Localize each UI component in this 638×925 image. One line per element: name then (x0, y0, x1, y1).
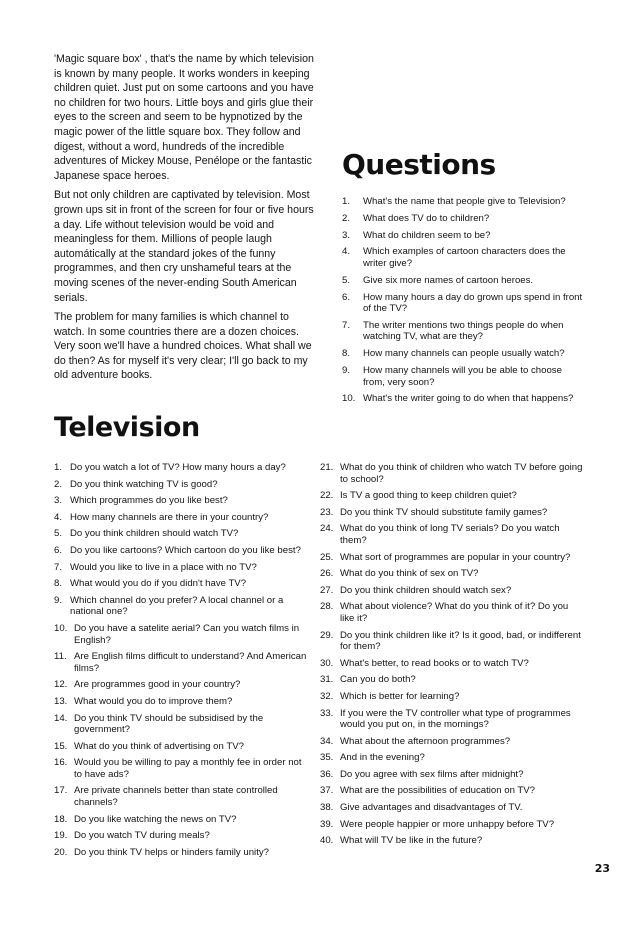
question-text: How many channels will you be able to choose from, very soon? (363, 365, 562, 388)
question-number: 35. (320, 752, 334, 764)
question-item (54, 847, 310, 859)
question-number: 9. (54, 594, 63, 606)
question-item (342, 393, 586, 405)
question-text: What would you do to improve them? (74, 695, 233, 707)
question-item (320, 552, 584, 564)
question-item (54, 696, 310, 708)
question-item (54, 785, 310, 808)
television-questions-column-1 (54, 462, 310, 863)
question-text: What do children seem to be? (363, 229, 491, 241)
question-text: Can you do both? (340, 674, 416, 686)
question-number: 15. (54, 740, 68, 752)
question-number: 10. (342, 393, 356, 405)
question-item (320, 630, 584, 653)
question-text: Do you have a satelite aerial? Can you watch films in English? (74, 622, 300, 646)
question-text: What do you think of sex on TV? (340, 568, 479, 580)
question-number: 36. (320, 768, 334, 780)
question-number: 13. (54, 695, 68, 707)
question-number: 32. (320, 690, 334, 702)
question-number: 40. (320, 835, 334, 847)
question-item (54, 578, 310, 590)
question-text: What will TV be like in the future? (340, 835, 483, 847)
question-item (342, 196, 586, 208)
question-number: 34. (320, 735, 334, 747)
question-item (320, 523, 584, 546)
question-number: 4. (342, 246, 351, 258)
question-text: Do you like cartoons? Which cartoon do you like best? (70, 544, 301, 556)
question-item (320, 507, 584, 519)
question-text: What sort of programmes are popular in your country? (340, 551, 571, 563)
question-text: Do you watch TV during meals? (74, 830, 210, 842)
question-number: 12. (54, 679, 68, 691)
question-text: Which is better for learning? (340, 690, 460, 702)
question-number: 7. (342, 319, 351, 331)
question-text: Is TV a good thing to keep children quiet? (340, 490, 517, 502)
question-number: 3. (342, 229, 351, 241)
question-item (54, 814, 310, 826)
question-item (342, 246, 586, 269)
question-text: What would you do if you didn't have TV? (70, 578, 247, 590)
question-number: 19. (54, 830, 68, 842)
question-item (342, 365, 586, 388)
question-number: 6. (342, 291, 351, 303)
question-item (320, 785, 584, 797)
question-text: What do you think of advertising on TV? (74, 740, 244, 752)
question-text: Do you think children like it? Is it good, bad, or indifferent for them? (340, 629, 581, 653)
question-number: 21. (320, 462, 334, 473)
question-text: What's the name that people give to Television? (363, 196, 566, 207)
question-item (342, 320, 586, 343)
intro-paragraph: The problem for many families is which channel to watch. In some countries there are a dozen choices. Very soon we'll have a hundred choices. What shall we do then? As for myself it's very clear; I'll go back to my old adventure books. (54, 311, 312, 382)
question-item (54, 830, 310, 842)
question-text: Do you think children should watch TV? (70, 528, 239, 540)
question-number: 10. (54, 622, 68, 634)
question-item (320, 691, 584, 703)
question-number: 3. (54, 495, 63, 507)
question-item (320, 462, 584, 485)
question-text: Do you watch a lot of TV? How many hours a day? (70, 462, 286, 473)
question-number: 23. (320, 506, 334, 518)
question-number: 1. (54, 462, 63, 473)
question-text: How many channels can people usually watch? (363, 348, 565, 360)
question-number: 2. (342, 212, 351, 224)
question-number: 38. (320, 802, 334, 814)
question-text: What's the writer going to do when that happens? (363, 393, 574, 405)
question-text: Do you think TV should substitute family games? (340, 506, 548, 518)
question-number: 20. (54, 846, 68, 858)
question-item (54, 757, 310, 780)
question-item (342, 348, 586, 360)
question-item (54, 713, 310, 736)
question-number: 22. (320, 490, 334, 502)
question-text: What about violence? What do you think of it? Do you like it? (340, 601, 569, 624)
question-number: 14. (54, 712, 68, 724)
intro-paragraph: 'Magic square box' , that's the name by which television is known by many people. It works wonders in keeping children quiet. Just put on some cartoons and you have no children for two hours. Little boys and girls glue their eyes to the screen and seem to be hypnotized by the magic power of the little square box. They follow and digest, without a word, hundreds of the incredible adventures of Mickey Mouse, Penélope or the fantastic Japanese space heroes. (54, 53, 314, 182)
question-number: 11. (54, 651, 67, 663)
question-text: What are the possibilities of education on TV? (340, 785, 536, 797)
question-number: 39. (320, 818, 334, 830)
question-text: And in the evening? (340, 752, 425, 764)
question-item (320, 490, 584, 502)
questions-heading: Questions (342, 148, 496, 181)
question-number: 29. (320, 629, 334, 641)
question-text: What do you think of children who watch TV before going to school? (340, 462, 583, 485)
question-text: Would you like to live in a place with no TV? (70, 561, 257, 573)
question-number: 26. (320, 568, 334, 580)
question-item (54, 623, 310, 646)
question-text: How many hours a day do grown ups spend in front of the TV? (363, 291, 583, 315)
question-number: 27. (320, 584, 334, 596)
question-number: 28. (320, 601, 334, 613)
question-text: Which examples of cartoon characters does the writer give? (363, 246, 566, 269)
question-item (54, 528, 310, 540)
question-item (320, 819, 584, 831)
question-number: 8. (342, 348, 351, 360)
question-number: 31. (320, 674, 334, 686)
question-item (320, 835, 584, 847)
television-heading: Television (54, 412, 200, 443)
question-item (54, 595, 310, 618)
question-item (320, 736, 584, 748)
question-text: Give advantages and disadvantages of TV. (340, 802, 523, 814)
question-number: 24. (320, 523, 334, 535)
question-item (54, 679, 310, 691)
question-text: What do you think of long TV serials? Do you watch them? (340, 523, 560, 546)
question-number: 17. (54, 785, 68, 797)
intro-paragraph: But not only children are captivated by television. Most grown ups sit in front of the screen for four or five hours a day. Life without television would be void and meaningless for them. Millions of people laugh automátically at the standard jokes of the funny programmes, and then cry unshameful tears at the moving scenes of the never-ending South American serials. (54, 189, 314, 304)
question-number: 9. (342, 365, 351, 377)
question-number: 2. (54, 478, 63, 490)
question-text: If you were the TV controller what type of programmes would you put on, in the mornings? (340, 707, 571, 731)
question-item (320, 658, 584, 670)
question-item (342, 230, 586, 242)
intro-text (54, 52, 318, 388)
question-text: Do you like watching the news on TV? (74, 813, 237, 825)
question-item (320, 708, 584, 731)
question-item (320, 585, 584, 597)
question-number: 7. (54, 561, 63, 573)
question-text: Which channel do you prefer? A local channel or a national one? (70, 594, 284, 618)
question-item (320, 601, 584, 624)
question-item (342, 275, 586, 287)
question-text: Do you think TV should be subsidised by the government? (74, 712, 264, 736)
question-text: Would you be willing to pay a monthly fee in order not to have ads? (74, 757, 302, 780)
question-item (54, 545, 310, 557)
question-text: Are English films difficult to understand? And American films? (74, 651, 307, 674)
question-number: 1. (342, 196, 351, 207)
question-text: Are programmes good in your country? (74, 679, 241, 691)
question-number: 6. (54, 544, 63, 556)
question-item (54, 512, 310, 524)
questions-list (342, 196, 586, 410)
question-text: Do you agree with sex films after midnight? (340, 768, 524, 780)
question-text: What about the afternoon programmes? (340, 735, 511, 747)
question-text: How many channels are there in your country? (70, 511, 269, 523)
question-item (54, 741, 310, 753)
question-item (320, 769, 584, 781)
question-text: Which programmes do you like best? (70, 495, 228, 507)
question-item (320, 802, 584, 814)
question-item (320, 674, 584, 686)
question-item (54, 651, 310, 674)
question-text: Give six more names of cartoon heroes. (363, 274, 534, 286)
question-text: Are private channels better than state controlled channels? (74, 785, 278, 809)
question-item (54, 462, 310, 474)
question-text: What does TV do to children? (363, 212, 490, 224)
question-item (320, 752, 584, 764)
page-number: 23 (594, 862, 610, 875)
question-number: 25. (320, 551, 334, 563)
question-item (342, 213, 586, 225)
question-item (54, 495, 310, 507)
question-number: 5. (342, 274, 351, 286)
question-number: 5. (54, 528, 63, 540)
question-text: Do you think watching TV is good? (70, 478, 218, 490)
question-text: The writer mentions two things people do when watching TV, what are they? (363, 319, 564, 343)
question-text: Do you think children should watch sex? (340, 584, 512, 596)
question-number: 33. (320, 707, 334, 719)
question-number: 16. (54, 757, 68, 769)
question-text: What's better, to read books or to watch TV? (340, 657, 529, 669)
question-number: 37. (320, 785, 334, 797)
question-item (54, 479, 310, 491)
question-number: 8. (54, 578, 63, 590)
question-number: 18. (54, 813, 68, 825)
television-questions-column-2 (320, 462, 584, 852)
question-item (54, 562, 310, 574)
question-item (320, 568, 584, 580)
question-number: 30. (320, 657, 334, 669)
question-item (342, 292, 586, 315)
question-number: 4. (54, 511, 63, 523)
question-text: Were people happier or more unhappy before TV? (340, 818, 555, 830)
question-text: Do you think TV helps or hinders family unity? (74, 846, 269, 858)
